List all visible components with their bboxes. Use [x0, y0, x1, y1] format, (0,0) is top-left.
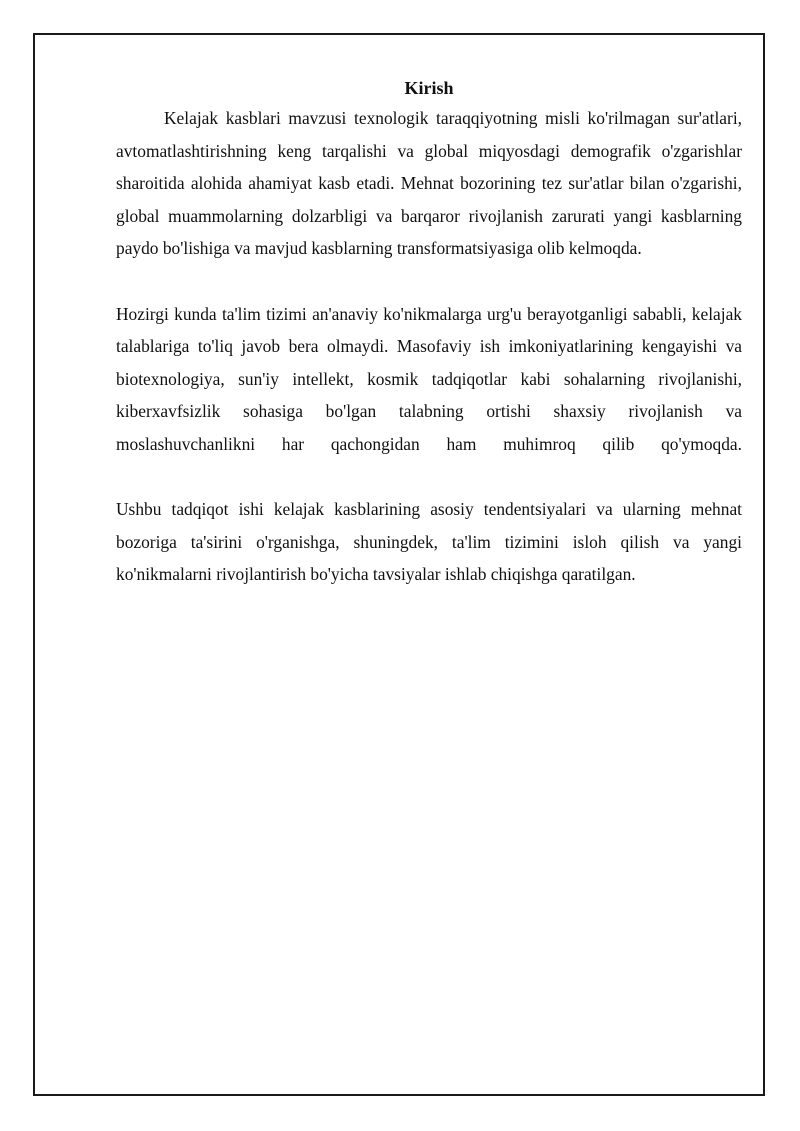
paragraph-3: Ushbu tadqiqot ishi kelajak kasblarining asosiy tendentsiyalari va ularning mehnat bozoriga ta'sirini o'rganishga, shuningdek, ta'lim tizimini isloh qilish va yangi ko'nikmalarni rivojlantirish bo'yicha tavsiyalar ishlab chiqishga qaratilgan. — [116, 499, 742, 585]
paragraph-2: Hozirgi kunda ta'lim tizimi an'anaviy ko'nikmalarga urg'u berayotganligi sababli, kelajak talablariga to'liq javob bera olmaydi. Masofaviy ish imkoniyatlarining kengayishi va biotexnologiya, sun'iy intellekt, kosmik tadqiqotlar kabi sohalarning rivojlanishi, kiberxavfsizlik sohasiga bo'lgan talabning ortishi shaxsiy rivojlanish va moslashuvchanlikni har qachongidan ham muhimroq qilib qo'ymoqda. — [116, 303, 742, 454]
document-body — [116, 76, 742, 591]
document-title: Kirish — [404, 78, 454, 98]
paragraph-1: Kelajak kasblari mavzusi texnologik taraqqiyotning misli ko'rilmagan sur'atlari, avtomatlashtirishning keng tarqalishi va global miqyosdagi demografik o'zgarishlar sharoitida alohida ahamiyat kasb etadi. Mehnat bozorining tez sur'atlar bilan o'zgarishi, global muammolarning dolzarbligi va barqaror rivojlanish zarurati yangi kasblarning paydo bo'lishiga va mavjud kasblarning transformatsiyasiga olib kelmoqda. — [116, 108, 742, 259]
paragraph-gap — [116, 461, 742, 494]
paragraph-gap — [116, 265, 742, 298]
